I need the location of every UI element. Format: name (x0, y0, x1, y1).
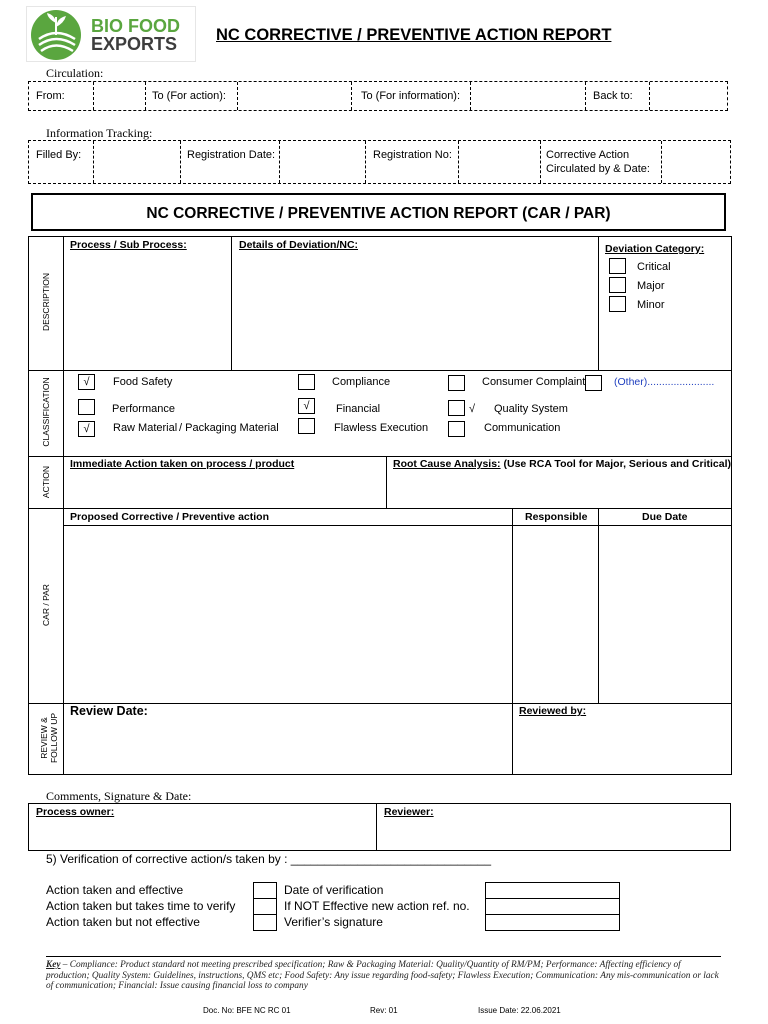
quality-system-label: Quality System (494, 403, 568, 415)
verification-checkbox-1[interactable] (253, 882, 277, 899)
to-action-label: To (For action): (152, 90, 226, 102)
review-side-label-2: FOLLOW UP (49, 712, 59, 764)
performance-label: Performance (112, 403, 175, 415)
root-cause-title: Root Cause Analysis: (393, 458, 501, 470)
description-side-label: DESCRIPTION (41, 272, 51, 332)
page-title: NC CORRECTIVE / PREVENTIVE ACTION REPORT (216, 26, 612, 44)
verification-title: 5) Verification of corrective action/s taken by : ______________________________ (46, 852, 491, 866)
critical-label: Critical (637, 261, 671, 273)
review-date-label: Review Date: (70, 704, 148, 718)
communication-label: Communication (484, 422, 561, 434)
comments-box (28, 803, 731, 851)
major-checkbox[interactable] (609, 277, 626, 293)
packaging-material-label: / Packaging Material (179, 422, 279, 434)
company-logo (26, 6, 196, 62)
back-to-label: Back to: (593, 90, 633, 102)
proposed-action-header: Proposed Corrective / Preventive action (70, 511, 269, 523)
circulation-label: Circulation: (46, 66, 104, 80)
new-action-ref-field[interactable] (485, 898, 620, 915)
root-cause-note: (Use RCA Tool for Major, Serious and Critical) (503, 458, 732, 470)
verification-checkbox-3[interactable] (253, 914, 277, 931)
tracking-row (28, 140, 731, 184)
verifier-signature-label: Verifier’s signature (284, 915, 383, 929)
critical-checkbox[interactable] (609, 258, 626, 274)
logo-text-2: EXPORTS (91, 34, 178, 54)
from-label: From: (36, 90, 65, 102)
flawless-execution-label: Flawless Execution (334, 422, 429, 434)
key-text (46, 960, 726, 992)
verifier-signature-field[interactable] (485, 914, 620, 931)
compliance-checkbox[interactable] (298, 374, 315, 390)
compliance-label: Compliance (332, 376, 391, 388)
tracking-label: Information Tracking: (46, 126, 153, 140)
details-label: Details of Deviation/NC: (239, 239, 359, 251)
major-label: Major (637, 280, 665, 292)
logo-text-1: BIO FOOD (91, 16, 180, 36)
registration-no-label: Registration No: (373, 149, 452, 161)
form-title-box (31, 193, 726, 231)
process-owner-label: Process owner: (36, 806, 115, 818)
action-side-label: ACTION (41, 465, 51, 499)
quality-system-check: √ (469, 403, 476, 415)
reviewer-label: Reviewer: (384, 806, 434, 818)
issue-date: Issue Date: 22.06.2021 (478, 1006, 561, 1015)
other-checkbox[interactable] (585, 375, 602, 391)
filled-by-label: Filled By: (36, 149, 82, 161)
communication-checkbox[interactable] (448, 421, 465, 437)
circulated-label-1: Corrective Action (546, 149, 630, 161)
flawless-execution-checkbox[interactable] (298, 418, 315, 434)
to-info-label: To (For information): (361, 90, 461, 102)
raw-material-checkbox[interactable]: √ (78, 421, 95, 437)
responsible-header: Responsible (525, 511, 588, 523)
minor-label: Minor (637, 299, 665, 311)
main-table (28, 236, 732, 775)
performance-checkbox[interactable] (78, 399, 95, 415)
quality-system-checkbox[interactable] (448, 400, 465, 416)
consumer-complaint-label: Consumer Complaint (482, 376, 586, 388)
new-action-ref-label: If NOT Effective new action ref. no. (284, 899, 470, 913)
root-cause-label (393, 458, 731, 470)
consumer-complaint-checkbox[interactable] (448, 375, 465, 391)
registration-date-label: Registration Date: (187, 149, 276, 161)
date-of-verification-field[interactable] (485, 882, 620, 899)
verification-option-3: Action taken but not effective (46, 915, 200, 929)
key-label: Key (46, 960, 61, 970)
minor-checkbox[interactable] (609, 296, 626, 312)
date-of-verification-label: Date of verification (284, 883, 384, 897)
carpar-side-label: CAR / PAR (41, 584, 51, 626)
food-safety-checkbox[interactable]: √ (78, 374, 95, 390)
immediate-action-label: Immediate Action taken on process / product (70, 458, 295, 470)
due-date-header: Due Date (642, 511, 688, 523)
financial-label: Financial (336, 403, 381, 415)
food-safety-label: Food Safety (113, 376, 173, 388)
deviation-category-label: Deviation Category: (605, 243, 705, 255)
verification-checkbox-2[interactable] (253, 898, 277, 915)
form-title: NC CORRECTIVE / PREVENTIVE ACTION REPORT (CAR / PAR) (146, 205, 611, 222)
key-description: – Compliance: Product standard not meeting prescribed specification; Raw & Packaging Material: Quality/Quantity of RM/PM; Performance: Affecting efficiency of production; Quality System: Guidelines, instructions, QMS etc; Food Safety: Any issue regarding food-safety; Flawless Execution; Communication: Any mis-communication or lack of communication; Financial: Issue causing financial loss to company (46, 960, 719, 991)
reviewed-by-label: Reviewed by: (519, 705, 587, 717)
raw-material-label: Raw Material (113, 422, 178, 434)
revision: Rev: 01 (370, 1006, 398, 1015)
financial-checkbox[interactable]: √ (298, 398, 315, 414)
classification-side-label: CLASSIFICATION (41, 377, 51, 447)
doc-number: Doc. No: BFE NC RC 01 (203, 1006, 291, 1015)
circulated-label-2: Circulated by & Date: (546, 163, 650, 175)
leaf-logo-icon (29, 9, 85, 61)
circulation-row (28, 81, 728, 111)
verification-option-2: Action taken but takes time to verify (46, 899, 236, 913)
other-label[interactable]: (Other)....................... (614, 376, 715, 388)
key-divider (46, 956, 721, 957)
process-label: Process / Sub Process: (70, 239, 187, 251)
verification-option-1: Action taken and effective (46, 883, 184, 897)
comments-label: Comments, Signature & Date: (46, 789, 192, 803)
review-side-label-1: REVIEW & (39, 717, 49, 759)
